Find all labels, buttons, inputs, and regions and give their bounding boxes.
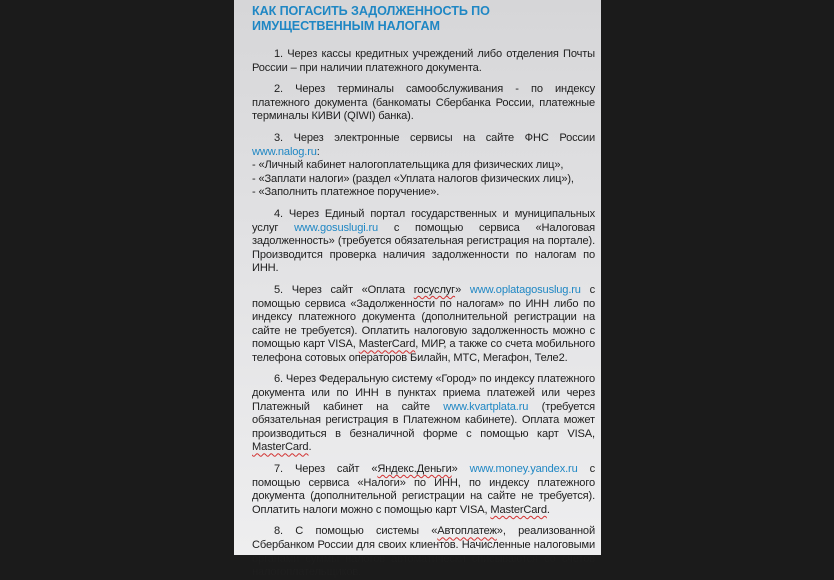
paragraph-7-text: 7. Через сайт « [274,463,378,476]
paragraph-7-period: . [546,503,550,516]
paragraph-5 [252,284,595,366]
paragraph-3-intro: 3. Через электронные сервисы на сайте ФНС России [274,131,595,144]
paragraph-3 [252,132,595,200]
paragraph-5-text: 5. Через сайт «Оплата [274,283,405,296]
spell-underlined-word: Автоплатеж [437,525,497,538]
paragraph-8 [252,525,595,579]
paragraph-8-text: 8. С помощью системы « [274,525,438,538]
spell-underlined-word: Яндекс.Деньги [377,463,452,476]
paragraph-6-period: . [308,441,312,454]
document-page [234,0,601,579]
list-item: - «Личный кабинет налогоплательщика для физических лиц», [252,159,564,172]
link-nalog[interactable]: www.nalog.ru [252,145,317,158]
page-title: КАК ПОГАСИТЬ ЗАДОЛЖЕННОСТЬ ПО ИМУЩЕСТВЕННЫМ НАЛОГАМ [252,4,490,33]
paragraph-5-text-middle: с помощью сервиса «Задолженности по налогам» по ИНН либо по индексу платежного документа (дополнительной регистрации на сайте не требуется). Оплатить налоговую задолженность можно с помощью карт VISA, [252,283,596,351]
paragraph-6-text: 6. Через Федеральную систему «Город» по индексу платежного документа или по ИНН в пунктах приема платежей или через Платежный кабинет на сайте [252,373,595,413]
paragraph-7 [252,463,595,517]
link-gosuslugi[interactable]: www.gosuslugi.ru [294,221,379,234]
paragraph-5-text-end: , МИР, а также со счета мобильного телефона сотовых операторов Билайн, МТС, Мегафон, Теле2. [252,338,595,364]
paragraph-5-quote: » [455,283,462,296]
paragraph-7-quote: » [451,463,458,476]
paragraph-1-text: 1. Через кассы кредитных учреждений либо отделения Почты России – при наличии платежного документа. [252,48,595,74]
link-kvartplata[interactable]: www.kvartplata.ru [443,400,529,413]
paragraph-8-text-end: », реализованной Сбербанком России для своих клиентов. Начисленные налоговыми органами суммы налогов автоматически списываются со счетов налогоплательщиков. [252,525,595,579]
paragraph-6-text-end: (требуется обязательная регистрация в Платежном кабинете). Оплата может производиться в безналичной форме с помощью карт VISA, [252,400,595,440]
mastercard-word: MasterCard [358,338,416,351]
link-oplatagosuslug[interactable]: www.oplatagosuslug.ru [469,283,581,296]
paragraph-7-text-end: с помощью сервиса «Налоги» по ИНН, по индексу платежного документа (дополнительной регистрации на сайте не требуется). Оплатить налоги можно с помощью карт VISA, [252,463,595,516]
paragraph-2-text: 2. Через терминалы самообслуживания - по индексу платежного документа (банкоматы Сбербанка России, платежные терминалы КИВИ (QIWI) банка). [252,83,595,123]
list-item: - «Заполнить платежное поручение». [252,186,440,199]
paragraph-6 [252,373,595,455]
mastercard-word: MasterCard [490,503,547,516]
paragraph-4-text-end: с помощью сервиса «Налоговая задолженность» (требуется обязательная регистрация на портале). Производится проверка наличия задолженности по налогам по ИНН. [252,221,596,275]
paragraph-3-colon: : [316,145,320,158]
paragraph-4 [252,208,595,276]
list-item: - «Заплати налоги» (раздел «Уплата налогов физических лиц»), [252,172,574,185]
mastercard-word: MasterCard [252,441,309,454]
paragraph-4-text: 4. Через Единый портал государственных и муниципальных услуг [252,207,595,234]
paragraph-1 [252,48,595,75]
link-money-yandex[interactable]: www.money.yandex.ru [469,463,578,476]
paragraph-2 [252,83,595,124]
spell-underlined-word: госуслуг [413,283,456,296]
